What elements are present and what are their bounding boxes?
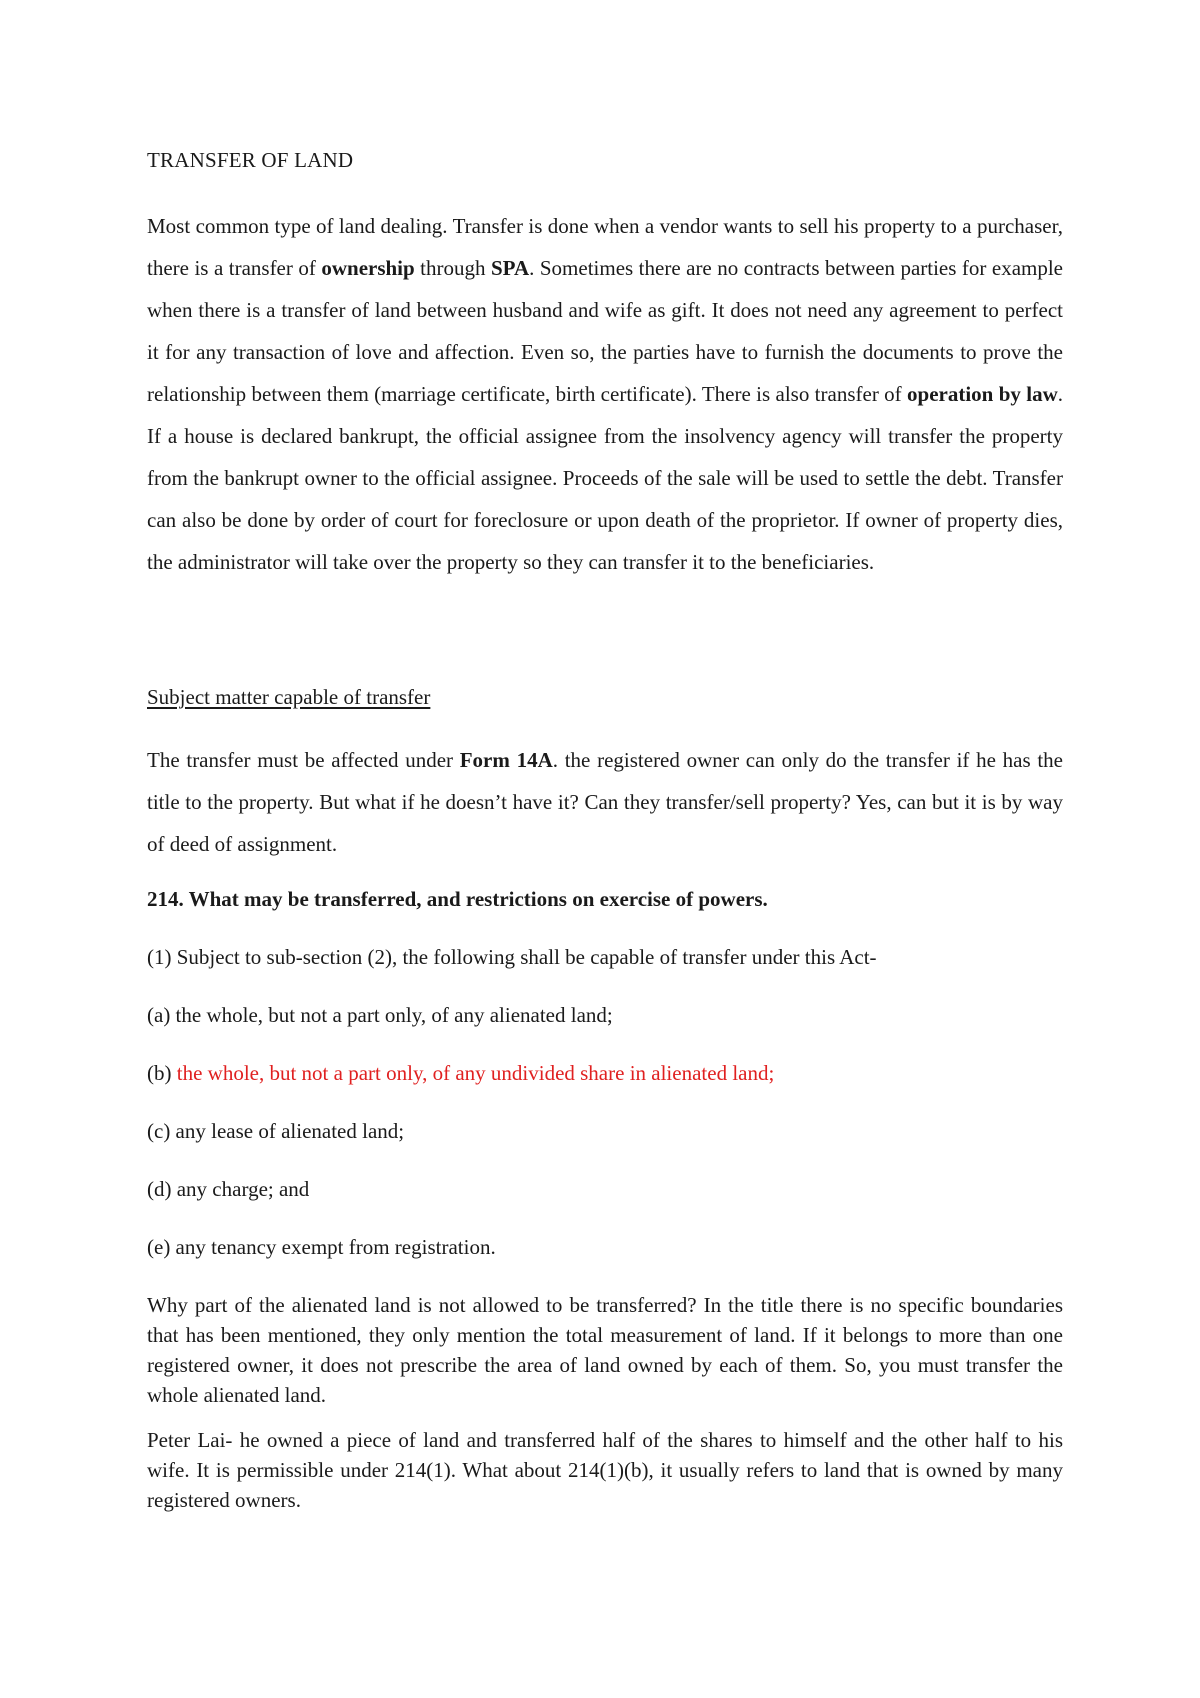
intro-text-1: Most common type of land dealing. Transfer is done when a vendor wants to sell his property to a purchaser, there is a transfer of — [147, 214, 1063, 280]
list-item: (c) any lease of alienated land; — [147, 1119, 405, 1143]
item-b-highlight: the whole, but not a part only, of any undivided share in alienated land; — [176, 1061, 775, 1085]
form-bold-14a: Form 14A — [459, 748, 553, 772]
form-text-1: The transfer must be affected under — [147, 748, 460, 772]
why-paragraph: Why part of the alienated land is not allowed to be transferred? In the title there is no specific boundaries that has been mentioned, they only mention the total measurement of land. If it belongs to more than one registered owner, it does not prescribe the area of land owned by each of them. So, you must transfer the whole alienated land. — [147, 1293, 1063, 1407]
subheading: Subject matter capable of transfer — [147, 685, 431, 709]
peter-lai-paragraph: Peter Lai- he owned a piece of land and transferred half of the shares to himself and the other half to his wife. It is permissible under 214(1). What about 214(1)(b), it usually refers to land that is owned by many registered owners. — [147, 1428, 1063, 1512]
intro-bold-ownership: ownership — [321, 256, 415, 280]
list-item: (e) any tenancy exempt from registration. — [147, 1235, 496, 1259]
list-item: (1) Subject to sub-section (2), the following shall be capable of transfer under this Act- — [147, 945, 877, 969]
section-heading: 214. What may be transferred, and restrictions on exercise of powers. — [147, 887, 768, 911]
list-item: (d) any charge; and — [147, 1177, 310, 1201]
intro-text-2: through — [414, 256, 491, 280]
document-title: TRANSFER OF LAND — [147, 148, 354, 172]
intro-paragraph — [147, 205, 1063, 583]
item-b-prefix: (b) — [147, 1061, 177, 1085]
form-text-2: . the registered owner can only do the transfer if he has the title to the property. But what if he doesn’t have it? Can they transfer/sell property? Yes, can but it is by way of deed of assignment. — [147, 748, 1064, 856]
list-item: (a) the whole, but not a part only, of any alienated land; — [147, 1003, 613, 1027]
intro-text-4: . If a house is declared bankrupt, the official assignee from the insolvency agency will transfer the property from the bankrupt owner to the official assignee. Proceeds of the sale will be used to settle the debt. Transfer can also be done by order of court for foreclosure or upon death of the proprietor. If owner of property dies, the administrator will take over the property so they can transfer it to the beneficiaries. — [147, 382, 1063, 574]
intro-bold-operation-by-law: operation by law — [907, 382, 1058, 406]
intro-text-3: . Sometimes there are no contracts between parties for example when there is a transfer of land between husband and wife as gift. It does not need any agreement to perfect it for any transaction of love and affection. Even so, the parties have to furnish the documents to prove the relationship between them (marriage certificate, birth certificate). There is also transfer of — [147, 256, 1064, 406]
form-paragraph — [147, 739, 1063, 865]
intro-bold-spa: SPA — [491, 256, 530, 280]
list-item-highlighted — [147, 1059, 774, 1087]
